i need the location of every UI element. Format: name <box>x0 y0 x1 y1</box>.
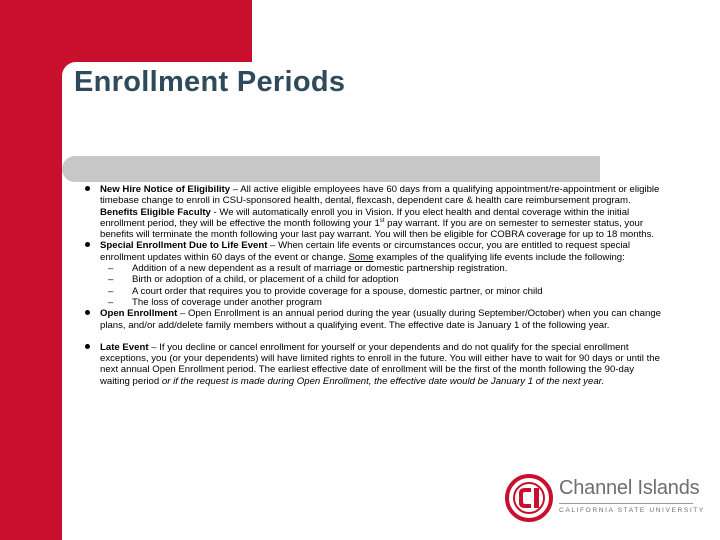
slide-body <box>86 184 664 387</box>
dash-icon: – <box>108 263 114 275</box>
list-item-open-enrollment: Open Enrollment – Open Enrollment is an annual period during the year (usually during September/October) when you can change plans, and/or add/delete family members without a qualifying event. The effective date is January 1 of the following year. <box>86 308 664 331</box>
title-divider-bar <box>62 156 600 182</box>
bullet-icon <box>85 310 90 315</box>
logo-divider <box>559 503 693 504</box>
dash-icon: – <box>108 296 114 308</box>
list-item-new-hire: New Hire Notice of Eligibility – All active eligible employees have 60 days from a qualifying appointment/re-appointment or eligible timebase change to enroll in CSU-sponsored health, dental, flexcash, dependent care & health care reimbursement program. Benefits Eligible Faculty - We will automatically enroll you in Vision. If you elect health and dental coverage within the initial enrollment period, they will be effective the month following your 1st pay warrant. If you are on semester to semester status, your benefits will terminate the month following your last pay warrant. You will then be eligible for COBRA coverage for up to 18 months. <box>86 184 664 240</box>
sub-list-item: – The loss of coverage under another program <box>108 296 322 308</box>
ci-logo-mark-icon <box>505 474 553 522</box>
sub-list-item: – Addition of a new dependent as a result of marriage or domestic partnership registration. <box>108 263 508 275</box>
slide-title: Enrollment Periods <box>74 66 346 98</box>
bullet-icon <box>85 186 90 191</box>
life-event-sublist <box>100 263 664 308</box>
spacer <box>86 331 664 342</box>
sub-list-item: – A court order that requires you to provide coverage for a spouse, domestic partner, or minor child <box>108 285 543 297</box>
list-item-special-enrollment: Special Enrollment Due to Life Event – When certain life events or circumstances occur, you are entitled to request special enrollment updates within 60 days of the event or change. Some examples of the qualifying life events include the following: – Addition of a new dependent as a result of marriage or domestic partnership registration. – Birth or adoption of a child, or placement of a child for adoption – A court order that requires you to provide coverage for a spouse, domestic partner, or minor child – The loss of coverage under another program <box>86 240 664 308</box>
csu-channel-islands-logo <box>505 474 705 524</box>
bullet-icon <box>85 242 90 247</box>
list-item-late-event: Late Event – If you decline or cancel enrollment for yourself or your dependents and do not qualify for the special enrollment exceptions, you (or your dependents) will have limited rights to enroll in the future. You will either have to wait for 90 days or until the next annual Open Enrollment period. The earliest effective date of enrollment will be the first of the month following the 90-day waiting period or if the request is made during Open Enrollment, the effective date would be January 1 of the next year. <box>86 342 664 387</box>
logo-name: Channel Islands <box>559 477 700 499</box>
dash-icon: – <box>108 274 114 286</box>
sub-list-item: – Birth or adoption of a child, or placement of a child for adoption <box>108 274 399 286</box>
logo-subtitle: CALIFORNIA STATE UNIVERSITY <box>559 507 705 514</box>
bullet-icon <box>85 344 90 349</box>
dash-icon: – <box>108 285 114 297</box>
